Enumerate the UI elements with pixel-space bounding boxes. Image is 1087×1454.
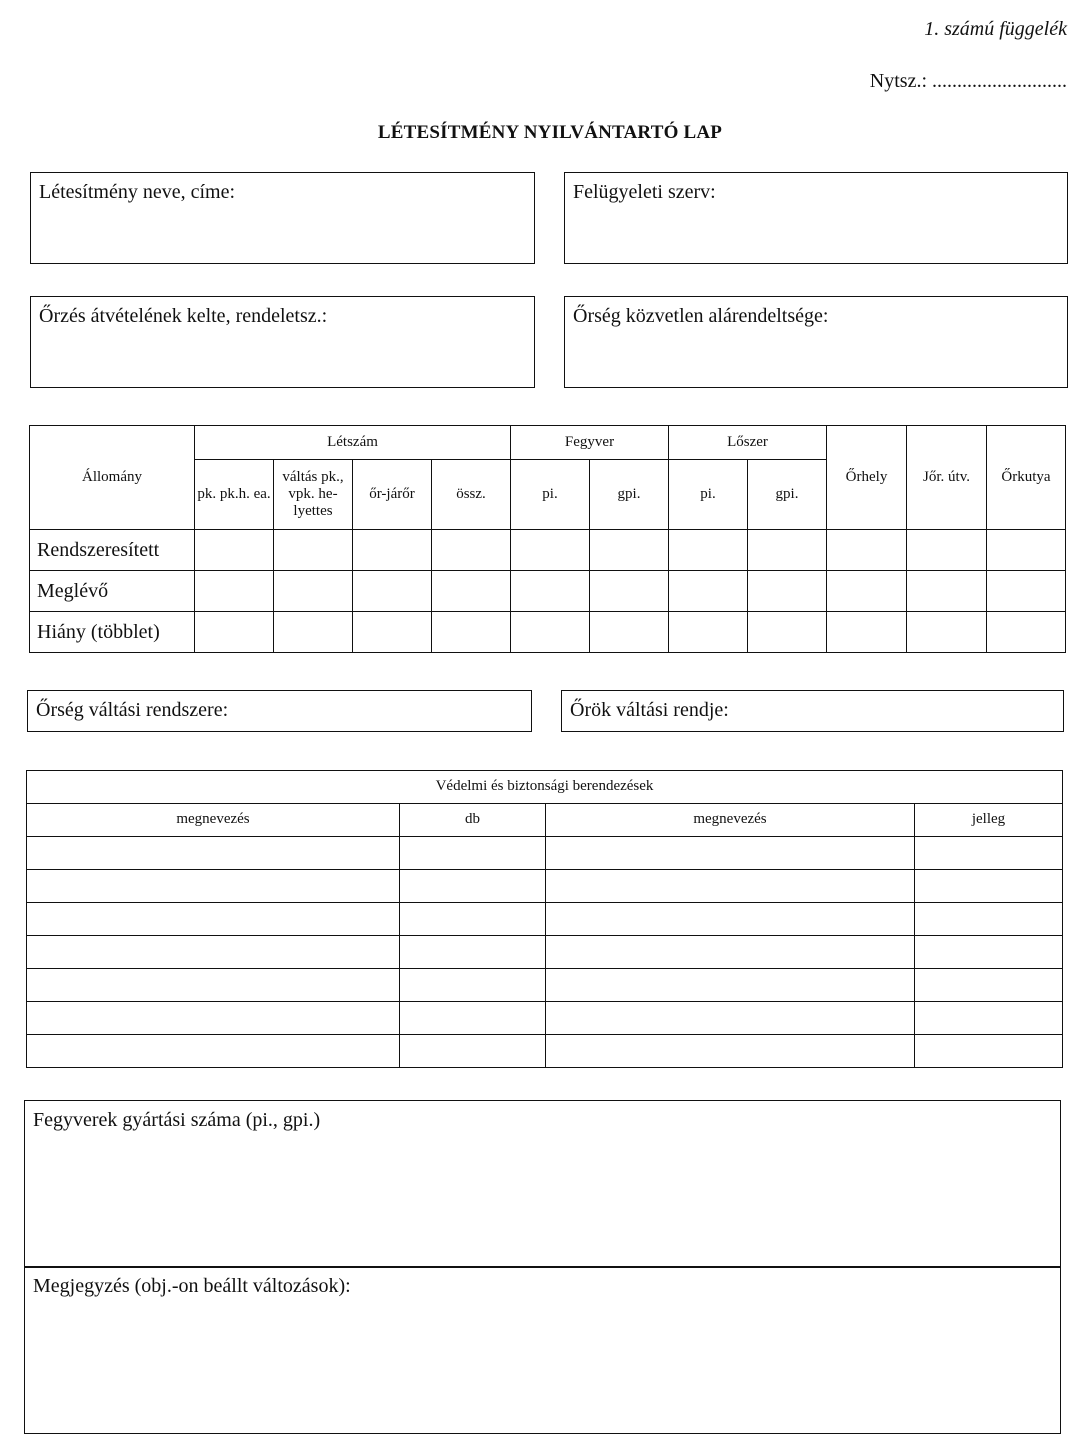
- table-cell[interactable]: [353, 530, 432, 571]
- equipment-header-name-2: megnevezés: [546, 804, 915, 837]
- table-cell[interactable]: [195, 530, 274, 571]
- sub-header-ossz: össz.: [432, 460, 511, 530]
- subordination-label: Őrség közvetlen alárendeltsége:: [573, 305, 829, 327]
- table-cell[interactable]: [274, 571, 353, 612]
- table-cell[interactable]: [274, 530, 353, 571]
- table-cell[interactable]: [27, 870, 400, 903]
- table-cell[interactable]: [907, 530, 987, 571]
- guard-rotation-label: Őrök váltási rendje:: [570, 699, 729, 721]
- sub-header-or-jaror: őr-járőr: [353, 460, 432, 530]
- table-cell[interactable]: [915, 837, 1063, 870]
- facility-name-label: Létesítmény neve, címe:: [39, 181, 236, 203]
- weapon-serials-label: Fegyverek gyártási száma (pi., gpi.): [33, 1109, 321, 1131]
- notes-box[interactable]: [24, 1266, 1061, 1434]
- nytsz-field: Nytsz.: ...........................: [869, 70, 1067, 92]
- table-cell[interactable]: [907, 612, 987, 653]
- table-row: [27, 1035, 1063, 1068]
- table-cell[interactable]: [748, 530, 827, 571]
- shift-system-box[interactable]: [27, 690, 532, 732]
- table-cell[interactable]: [400, 870, 546, 903]
- orkutya-header: Őrkutya: [987, 426, 1066, 530]
- equipment-title: Védelmi és biztonsági berendezések: [27, 771, 1063, 804]
- table-cell[interactable]: [353, 612, 432, 653]
- equipment-header-jelleg: jelleg: [915, 804, 1063, 837]
- table-cell[interactable]: [27, 969, 400, 1002]
- table-cell[interactable]: [748, 571, 827, 612]
- supervisory-label: Felügyeleti szerv:: [573, 181, 716, 203]
- staff-table: [29, 425, 1066, 653]
- table-cell[interactable]: [546, 1035, 915, 1068]
- table-cell[interactable]: [669, 530, 748, 571]
- table-cell[interactable]: [590, 612, 669, 653]
- guard-takeover-label: Őrzés átvételének kelte, rendeletsz.:: [39, 305, 328, 327]
- row-label-meglevo: Meglévő: [30, 571, 195, 612]
- sub-header-fegyver-gpi: gpi.: [590, 460, 669, 530]
- table-row: [27, 1002, 1063, 1035]
- table-row: [27, 870, 1063, 903]
- notes-label: Megjegyzés (obj.-on beállt változások):: [33, 1275, 351, 1297]
- table-cell[interactable]: [987, 612, 1066, 653]
- weapon-serials-box[interactable]: [24, 1100, 1061, 1268]
- table-cell[interactable]: [915, 870, 1063, 903]
- table-cell[interactable]: [987, 571, 1066, 612]
- table-cell[interactable]: [27, 903, 400, 936]
- equipment-table: [26, 770, 1063, 1068]
- table-cell[interactable]: [546, 969, 915, 1002]
- table-cell[interactable]: [748, 612, 827, 653]
- table-cell[interactable]: [915, 1035, 1063, 1068]
- table-cell[interactable]: [400, 1002, 546, 1035]
- table-cell[interactable]: [546, 903, 915, 936]
- table-cell[interactable]: [195, 612, 274, 653]
- table-cell[interactable]: [432, 530, 511, 571]
- table-cell[interactable]: [400, 969, 546, 1002]
- table-cell[interactable]: [546, 837, 915, 870]
- table-cell[interactable]: [915, 936, 1063, 969]
- table-cell[interactable]: [195, 571, 274, 612]
- row-label-rendszeresitett: Rendszeresített: [30, 530, 195, 571]
- facility-name-box[interactable]: [30, 172, 535, 264]
- loszer-header: Lőszer: [669, 426, 827, 460]
- table-cell[interactable]: [353, 571, 432, 612]
- table-cell[interactable]: [915, 903, 1063, 936]
- sub-header-loszer-gpi: gpi.: [748, 460, 827, 530]
- fegyver-header: Fegyver: [511, 426, 669, 460]
- orhely-header: Őrhely: [827, 426, 907, 530]
- sub-header-valtas: váltás pk., vpk. he-lyettes: [274, 460, 353, 530]
- jor-utv-header: Jőr. útv.: [907, 426, 987, 530]
- appendix-label: 1. számú függelék: [924, 18, 1067, 40]
- sub-header-loszer-pi: pi.: [669, 460, 748, 530]
- supervisory-box[interactable]: [564, 172, 1068, 264]
- guard-rotation-box[interactable]: [561, 690, 1064, 732]
- table-row: [30, 612, 1066, 653]
- table-cell[interactable]: [915, 1002, 1063, 1035]
- table-cell[interactable]: [915, 969, 1063, 1002]
- row-label-hiany: Hiány (többlet): [30, 612, 195, 653]
- table-cell[interactable]: [827, 571, 907, 612]
- table-cell[interactable]: [827, 530, 907, 571]
- table-cell[interactable]: [274, 612, 353, 653]
- letszam-header: Létszám: [195, 426, 511, 460]
- table-cell[interactable]: [27, 1035, 400, 1068]
- table-cell[interactable]: [987, 530, 1066, 571]
- table-cell[interactable]: [590, 571, 669, 612]
- table-cell[interactable]: [27, 936, 400, 969]
- equipment-header-name: megnevezés: [27, 804, 400, 837]
- table-cell[interactable]: [400, 837, 546, 870]
- table-cell[interactable]: [27, 1002, 400, 1035]
- sub-header-pk: pk. pk.h. ea.: [195, 460, 274, 530]
- shift-system-label: Őrség váltási rendszere:: [36, 699, 229, 721]
- table-cell[interactable]: [432, 571, 511, 612]
- table-cell[interactable]: [546, 870, 915, 903]
- guard-takeover-box[interactable]: [30, 296, 535, 388]
- table-cell[interactable]: [400, 1035, 546, 1068]
- table-row: [27, 903, 1063, 936]
- subordination-box[interactable]: [564, 296, 1068, 388]
- table-cell[interactable]: [432, 612, 511, 653]
- allomany-header: Állomány: [30, 426, 195, 530]
- table-row: [27, 837, 1063, 870]
- table-row: [27, 969, 1063, 1002]
- table-cell[interactable]: [546, 936, 915, 969]
- table-row: [30, 530, 1066, 571]
- table-row: [30, 571, 1066, 612]
- sub-header-fegyver-pi: pi.: [511, 460, 590, 530]
- table-cell[interactable]: [827, 612, 907, 653]
- table-cell[interactable]: [907, 571, 987, 612]
- table-cell[interactable]: [511, 571, 590, 612]
- table-cell[interactable]: [669, 612, 748, 653]
- table-row: [27, 936, 1063, 969]
- page-title: LÉTESÍTMÉNY NYILVÁNTARTÓ LAP: [377, 122, 723, 143]
- table-cell[interactable]: [511, 612, 590, 653]
- table-cell[interactable]: [27, 837, 400, 870]
- table-cell[interactable]: [400, 936, 546, 969]
- equipment-header-db: db: [400, 804, 546, 837]
- table-cell[interactable]: [669, 571, 748, 612]
- table-cell[interactable]: [400, 903, 546, 936]
- table-cell[interactable]: [546, 1002, 915, 1035]
- table-cell[interactable]: [590, 530, 669, 571]
- table-cell[interactable]: [511, 530, 590, 571]
